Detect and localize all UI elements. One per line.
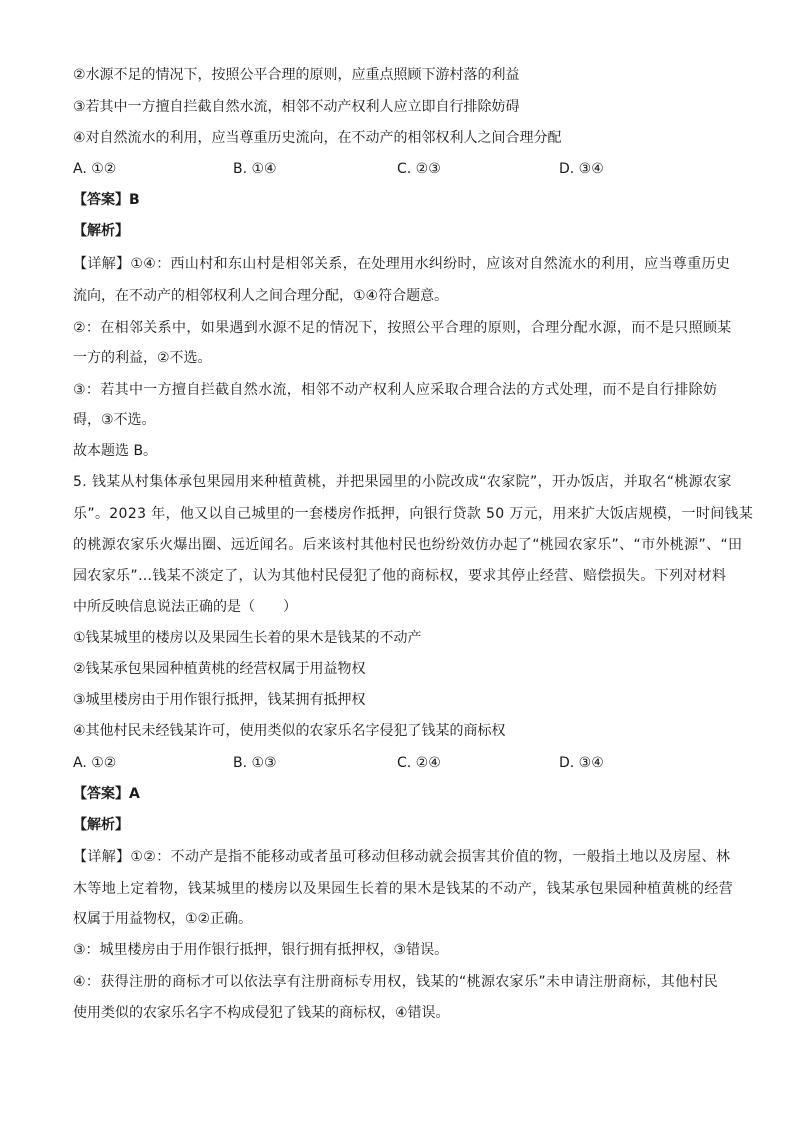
q5-option-a: A. ①②	[73, 755, 117, 771]
q5-detail-line: 使用类似的农家乐名字不构成侵犯了钱某的商标权，④错误。	[73, 1005, 450, 1021]
q4-options	[73, 159, 713, 179]
q5-answer: 【答案】A	[73, 786, 140, 802]
q4-detail-line: 流向，在不动产的相邻权利人之间合理分配，①④符合题意。	[73, 288, 449, 304]
q5-detail-line: 权属于用益物权，①②正确。	[73, 911, 253, 927]
q4-analysis-heading: 【解析】	[73, 223, 129, 239]
q5-statement-2: ②钱某承包果园种植黄桃的经营权属于用益物权	[73, 661, 366, 677]
q4-detail-line: 碍，③不选。	[73, 412, 156, 428]
q4-conclusion: 故本题选 B。	[73, 443, 158, 459]
q5-detail-line: 【详解】①②：不动产是指不能移动或者虽可移动但移动就会损害其价值的物，一般指土地以及房屋、林	[73, 849, 731, 865]
q5-options	[73, 753, 713, 773]
q4-option-c: C. ②③	[397, 161, 441, 177]
q5-stem-line: 的桃源农家乐火爆出圈、远近闻名。后来该村其他村民也纷纷效仿办起了“桃园农家乐”、“市外桃源”、“田	[73, 537, 743, 553]
q4-detail-line: 一方的利益，②不选。	[73, 350, 212, 366]
q5-stem-line: 乐”。2023 年，他又以自己城里的一套楼房作抵押，向银行贷款 50 万元，用来扩大饭店规模，一时间钱某	[73, 506, 754, 522]
q4-option-d: D. ③④	[559, 161, 604, 177]
q5-statement-3: ③城里楼房由于用作银行抵押，钱某拥有抵押权	[73, 692, 366, 708]
q5-detail-line: ④：获得注册的商标才可以依法享有注册商标专用权，钱某的“桃源农家乐”未申请注册商标，其他村民	[73, 974, 719, 990]
q5-analysis-heading: 【解析】	[73, 817, 129, 833]
q4-option-a: A. ①②	[73, 161, 117, 177]
q5-stem-line: 园农家乐”…钱某不淡定了，认为其他村民侵犯了他的商标权，要求其停止经营、赔偿损失。下列对材料	[73, 568, 727, 584]
q4-detail-line: 【详解】①④：西山村和东山村是相邻关系，在处理用水纠纷时，应该对自然流水的利用，应当尊重历史	[73, 256, 731, 272]
q4-option-b: B. ①④	[233, 161, 277, 177]
q5-stem-line: 5. 钱某从村集体承包果园用来种植黄桃，并把果园里的小院改成“农家院”，开办饭店，并取名“桃源农家	[73, 474, 732, 490]
q4-detail-line: ③：若其中一方擅自拦截自然水流，相邻不动产权利人应采取合理合法的方式处理，而不是自行排除妨	[73, 382, 718, 398]
q4-statement-3: ③若其中一方擅自拦截自然水流，相邻不动产权利人应立即自行排除妨碍	[73, 99, 520, 115]
q4-statement-4: ④对自然流水的利用，应当尊重历史流向，在不动产的相邻权利人之间合理分配	[73, 130, 562, 146]
q5-option-c: C. ②④	[397, 755, 441, 771]
q5-detail-line: 木等地上定着物，钱某城里的楼房以及果园生长着的果木是钱某的不动产，钱某承包果园种植黄桃的经营	[73, 881, 734, 897]
q4-statement-2: ②水源不足的情况下，按照公平合理的原则，应重点照顾下游村落的利益	[73, 67, 520, 83]
q5-statement-4: ④其他村民未经钱某许可，使用类似的农家乐名字侵犯了钱某的商标权	[73, 723, 506, 739]
q4-answer: 【答案】B	[73, 192, 140, 208]
q4-detail-line: ②：在相邻关系中，如果遇到水源不足的情况下，按照公平合理的原则，合理分配水源，而不是只照顾某	[73, 320, 732, 336]
q5-option-b: B. ①③	[233, 755, 277, 771]
q5-stem-line: 中所反映信息说法正确的是（ ）	[73, 599, 297, 615]
q5-option-d: D. ③④	[559, 755, 604, 771]
q5-statement-1: ①钱某城里的楼房以及果园生长着的果木是钱某的不动产	[73, 630, 422, 646]
q5-detail-line: ③：城里楼房由于用作银行抵押，银行拥有抵押权，③错误。	[73, 942, 449, 958]
